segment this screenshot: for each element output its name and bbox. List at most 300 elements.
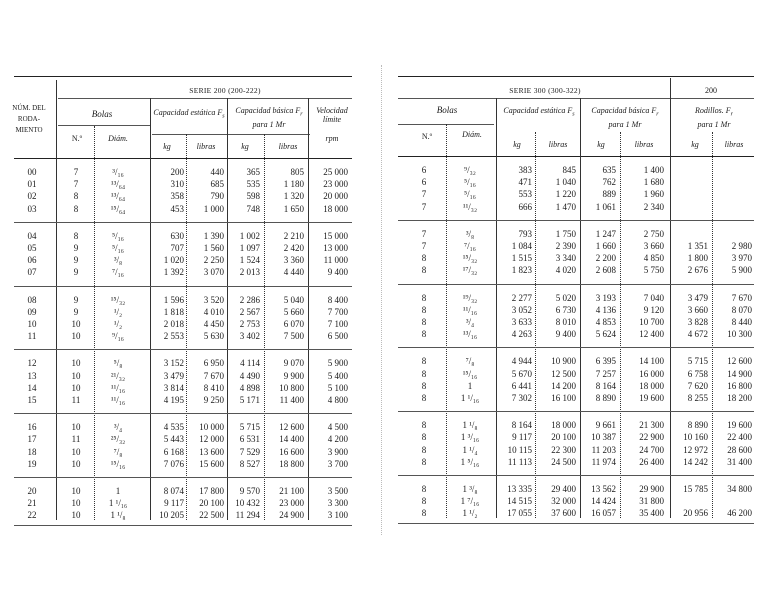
static-capacity-kg: 2 018	[163, 319, 184, 329]
roller-capacity-kg: 14 242	[683, 456, 708, 467]
basic-capacity-lb: 5 660	[283, 306, 304, 317]
static-capacity-kg: 630	[170, 230, 184, 241]
static-capacity-kg: 1 084	[511, 241, 532, 251]
left-n-header: N.º	[71, 134, 83, 143]
static-capacity-kg: 3 052	[511, 304, 532, 315]
speed-limit: 11 000	[323, 255, 348, 266]
bearing-number: 19	[27, 458, 37, 469]
ball-count: 9	[73, 255, 79, 266]
basic-capacity-lb: 16 600	[279, 446, 304, 457]
static-capacity-kg: 3 814	[163, 382, 184, 393]
basic-capacity-lb: 22 900	[639, 432, 664, 443]
static-capacity-lb: 12 500	[551, 368, 576, 379]
roller-capacity-lb: 31 400	[727, 456, 752, 467]
ball-diameter: ⁵/₁₆	[112, 230, 124, 241]
basic-capacity-kg: 8 890	[595, 393, 616, 403]
static-capacity-lb: 10 000	[199, 422, 224, 433]
basic-capacity-kg: 6 395	[595, 356, 616, 367]
ball-diameter: ¹⁵/₃₂	[462, 253, 478, 264]
group-divider	[398, 475, 754, 476]
ball-diameter: ³/₁₆	[112, 167, 124, 177]
static-capacity-lb: 17 800	[199, 486, 224, 496]
basic-capacity-lb: 5 040	[283, 294, 304, 305]
static-capacity-kg: 6 168	[163, 446, 184, 457]
bearing-number: 00	[27, 167, 37, 177]
ball-diameter: ⁵/₁₆	[112, 243, 124, 253]
bearing-number: 01	[27, 179, 37, 190]
basic-capacity-lb: 24 900	[279, 510, 304, 521]
basic-capacity-kg: 9 661	[595, 420, 616, 431]
basic-capacity-kg: 7 529	[239, 446, 260, 457]
static-capacity-kg: 14 515	[507, 496, 532, 507]
basic-capacity-kg: 635	[602, 165, 616, 175]
basic-capacity-kg: 8 164	[595, 380, 616, 391]
static-capacity-lb: 2 250	[203, 255, 224, 266]
basic-capacity-lb: 5 750	[643, 265, 664, 276]
ball-count: 8	[421, 329, 427, 340]
roller-capacity-lb: 7 670	[731, 292, 752, 303]
basic-capacity-lb: 1 960	[643, 189, 664, 200]
static-capacity-lb: 1 390	[203, 230, 224, 241]
group-divider	[398, 523, 754, 524]
static-capacity-lb: 18 000	[551, 420, 576, 431]
ball-count: 8	[421, 265, 427, 276]
basic-capacity-kg: 4 853	[595, 317, 616, 327]
basic-capacity-lb: 2 340	[643, 201, 664, 212]
right-kg-header-1: kg	[513, 140, 521, 149]
static-capacity-lb: 12 000	[199, 434, 224, 445]
roller-capacity-kg: 1 800	[687, 253, 708, 264]
basic-capacity-kg: 1 660	[595, 241, 616, 251]
basic-capacity-lb: 11 400	[279, 395, 304, 405]
basic-capacity-kg: 2 753	[239, 319, 260, 329]
static-capacity-lb: 20 100	[199, 498, 224, 509]
ball-diameter: ¹⁵/₁₆	[110, 458, 126, 469]
group-divider	[398, 220, 754, 221]
basic-capacity-kg: 2 567	[239, 306, 260, 317]
bearing-number: 07	[27, 267, 37, 278]
static-capacity-lb: 6 950	[203, 358, 224, 369]
ball-count: 8	[73, 230, 79, 241]
ball-diameter: ¹¹/₃₂	[462, 201, 478, 212]
roller-capacity-kg: 3 660	[687, 304, 708, 315]
speed-limit: 4 800	[327, 395, 348, 405]
bearing-number: 18	[27, 446, 37, 457]
basic-capacity-kg: 3 193	[595, 292, 616, 303]
ball-count: 7	[421, 228, 427, 239]
ball-diameter: 1 ¹/₂	[462, 508, 478, 519]
group-divider	[14, 525, 352, 526]
ball-diameter: ⁷/₁₆	[112, 267, 124, 278]
ball-diameter: 1	[467, 380, 473, 391]
basic-capacity-lb: 9 070	[283, 358, 304, 369]
static-capacity-kg: 453	[170, 203, 184, 214]
right-bolas-header: Bolas	[436, 105, 458, 115]
basic-capacity-kg: 5 171	[239, 395, 260, 405]
basic-capacity-kg: 16 057	[591, 508, 616, 519]
static-capacity-kg: 1 515	[511, 253, 532, 264]
static-capacity-kg: 6 441	[511, 380, 532, 391]
group-divider	[14, 349, 352, 350]
ball-count: 11	[71, 434, 81, 445]
static-capacity-kg: 10 205	[159, 510, 184, 521]
static-capacity-kg: 4 263	[511, 329, 532, 340]
page-gutter	[381, 65, 382, 535]
ball-count: 9	[73, 243, 79, 253]
ball-diameter: ³/₈	[113, 255, 123, 266]
ball-count: 9	[73, 306, 79, 317]
bearing-number: 02	[27, 191, 37, 202]
bearing-number: 22	[27, 510, 37, 521]
static-capacity-kg: 9 117	[164, 498, 184, 509]
static-capacity-lb: 790	[210, 191, 224, 202]
static-capacity-lb: 5 630	[203, 331, 224, 342]
static-capacity-lb: 3 070	[203, 267, 224, 278]
speed-limit: 5 400	[327, 370, 348, 381]
speed-limit: 18 000	[323, 203, 348, 214]
ball-diameter: 1 ³/₁₆	[460, 432, 480, 443]
static-capacity-lb: 13 600	[199, 446, 224, 457]
static-capacity-lb: 3 520	[203, 294, 224, 305]
static-capacity-kg: 553	[518, 189, 532, 200]
static-capacity-kg: 3 479	[163, 370, 184, 381]
group-divider	[398, 347, 754, 348]
basic-capacity-lb: 1 650	[283, 203, 304, 214]
bearing-number: 04	[27, 230, 37, 241]
ball-diameter: ³/₄	[465, 317, 475, 327]
right-cap-est-header: Capacidad estática $F_s$	[503, 106, 575, 118]
static-capacity-lb: 4 450	[203, 319, 224, 329]
right-cap-bas-header: Capacidad básica $F_r$ para 1 Mr	[591, 106, 659, 129]
static-capacity-kg: 793	[518, 228, 532, 239]
ball-diameter: ⁵/₁₆	[464, 177, 476, 188]
static-capacity-kg: 358	[170, 191, 184, 202]
basic-capacity-lb: 4 440	[283, 267, 304, 278]
static-capacity-lb: 845	[562, 165, 576, 175]
speed-limit: 4 500	[327, 422, 348, 433]
basic-capacity-kg: 365	[246, 167, 260, 177]
basic-capacity-kg: 13 562	[591, 484, 616, 494]
static-capacity-kg: 2 277	[511, 292, 532, 303]
basic-capacity-lb: 2 420	[283, 243, 304, 253]
basic-capacity-lb: 21 300	[639, 420, 664, 431]
basic-capacity-lb: 12 400	[639, 329, 664, 340]
ball-count: 10	[71, 486, 81, 496]
static-capacity-kg: 1 818	[163, 306, 184, 317]
static-capacity-lb: 8 410	[203, 382, 224, 393]
left-cap-bas-header: Capacidad básica $F_r$ para 1 Mr	[235, 106, 303, 129]
roller-capacity-kg: 2 676	[687, 265, 708, 276]
ball-diameter: ⁵/₁₆	[464, 189, 476, 200]
right-kg-header-2: kg	[597, 140, 605, 149]
static-capacity-kg: 17 055	[507, 508, 532, 519]
static-capacity-lb: 440	[210, 167, 224, 177]
ball-diameter: ⁹/₁₆	[112, 331, 124, 342]
static-capacity-lb: 685	[210, 179, 224, 190]
group-divider	[398, 284, 754, 285]
static-capacity-kg: 7 076	[163, 458, 184, 469]
static-capacity-lb: 15 600	[199, 458, 224, 469]
ball-diameter: ⁷/₈	[465, 356, 475, 367]
ball-diameter: ⁵/₈	[113, 358, 123, 369]
basic-capacity-kg: 4 136	[595, 304, 616, 315]
speed-limit: 3 900	[327, 446, 348, 457]
basic-capacity-kg: 598	[246, 191, 260, 202]
right-series2-title: 200	[705, 86, 717, 95]
ball-diameter: 1 ⁵/₁₆	[460, 456, 480, 467]
static-capacity-kg: 5 443	[163, 434, 184, 445]
group-divider	[14, 413, 352, 414]
bearing-number: 14	[27, 382, 37, 393]
speed-limit: 8 400	[327, 294, 348, 305]
basic-capacity-kg: 889	[602, 189, 616, 200]
basic-capacity-lb: 10 700	[639, 317, 664, 327]
roller-capacity-kg: 8 255	[687, 393, 708, 403]
roller-capacity-lb: 10 300	[727, 329, 752, 340]
static-capacity-lb: 24 500	[551, 456, 576, 467]
ball-count: 8	[421, 508, 427, 519]
left-series-title: SERIE 200 (200-222)	[189, 86, 261, 95]
roller-capacity-kg: 1 351	[687, 241, 708, 251]
basic-capacity-lb: 2 210	[283, 230, 304, 241]
ball-diameter: ⁹/₃₂	[464, 165, 476, 175]
static-capacity-lb: 2 390	[555, 241, 576, 251]
static-capacity-lb: 20 100	[551, 432, 576, 443]
roller-capacity-kg: 4 672	[687, 329, 708, 340]
static-capacity-kg: 13 335	[507, 484, 532, 494]
ball-diameter: ¹³/₆₄	[110, 191, 126, 202]
bearing-number: 05	[27, 243, 37, 253]
ball-count: 8	[421, 420, 427, 431]
ball-diameter: ¹³/₁₆	[462, 329, 478, 340]
static-capacity-kg: 707	[170, 243, 184, 253]
group-divider	[14, 222, 352, 223]
ball-diameter: 1 ³/₈	[462, 484, 478, 494]
static-capacity-kg: 471	[518, 177, 532, 188]
ball-diameter: ¹¹/₁₆	[110, 382, 126, 393]
group-divider	[14, 477, 352, 478]
ball-count: 8	[421, 432, 427, 443]
ball-count: 6	[421, 177, 427, 188]
ball-diameter: ²⁵/₃₂	[110, 434, 126, 445]
basic-capacity-lb: 14 100	[639, 356, 664, 367]
speed-limit: 15 000	[323, 230, 348, 241]
basic-capacity-lb: 805	[290, 167, 304, 177]
left-col-num-header: NÚM. DEL RODA-MIENTO	[12, 104, 46, 134]
ball-count: 9	[73, 294, 79, 305]
bearing-number: 21	[27, 498, 37, 509]
static-capacity-kg: 3 152	[163, 358, 184, 369]
right-series-title: SERIE 300 (300-322)	[509, 86, 581, 95]
static-capacity-kg: 1 596	[163, 294, 184, 305]
left-bolas-header: Bolas	[91, 109, 113, 119]
ball-count: 10	[71, 422, 81, 433]
right-lb-header-3: libras	[724, 140, 744, 149]
basic-capacity-lb: 16 000	[639, 368, 664, 379]
ball-diameter: ¹⁹/₃₂	[462, 292, 478, 303]
speed-limit: 5 900	[327, 358, 348, 369]
roller-capacity-lb: 12 600	[727, 356, 752, 367]
basic-capacity-kg: 1 097	[239, 243, 260, 253]
ball-count: 9	[73, 267, 79, 278]
basic-capacity-lb: 1 180	[283, 179, 304, 190]
left-rpm-header: rpm	[325, 134, 339, 143]
ball-count: 8	[421, 317, 427, 327]
ball-diameter: ¹/₂	[113, 319, 123, 329]
basic-capacity-kg: 762	[602, 177, 616, 188]
speed-limit: 9 400	[327, 267, 348, 278]
ball-diameter: ¹¹/₁₆	[110, 395, 126, 405]
static-capacity-lb: 3 340	[555, 253, 576, 264]
bearing-number: 09	[27, 306, 37, 317]
ball-count: 10	[71, 358, 81, 369]
right-n-header: N.º	[421, 132, 433, 141]
basic-capacity-kg: 11 203	[591, 444, 616, 455]
speed-limit: 3 300	[327, 498, 348, 509]
static-capacity-kg: 1 823	[511, 265, 532, 276]
speed-limit: 3 100	[327, 510, 348, 521]
ball-diameter: 1 ¹/₄	[462, 444, 478, 455]
ball-count: 8	[421, 292, 427, 303]
basic-capacity-kg: 9 570	[239, 486, 260, 496]
speed-limit: 6 500	[327, 331, 348, 342]
basic-capacity-lb: 18 800	[279, 458, 304, 469]
static-capacity-lb: 9 400	[555, 329, 576, 340]
speed-limit: 23 000	[323, 179, 348, 190]
bearing-number: 10	[27, 319, 37, 329]
ball-count: 8	[421, 356, 427, 367]
ball-count: 11	[71, 395, 81, 405]
static-capacity-lb: 5 020	[555, 292, 576, 303]
static-capacity-kg: 10 115	[507, 444, 532, 455]
basic-capacity-lb: 1 400	[643, 165, 664, 175]
static-capacity-kg: 7 302	[511, 393, 532, 403]
roller-capacity-lb: 5 900	[731, 265, 752, 276]
ball-count: 8	[421, 444, 427, 455]
basic-capacity-kg: 11 294	[235, 510, 260, 521]
ball-count: 8	[421, 368, 427, 379]
ball-count: 10	[71, 510, 81, 521]
left-lb-header-1: libras	[196, 142, 216, 151]
static-capacity-lb: 29 400	[551, 484, 576, 494]
basic-capacity-lb: 26 400	[639, 456, 664, 467]
roller-capacity-lb: 16 800	[727, 380, 752, 391]
ball-diameter: ⁷/₈	[113, 446, 123, 457]
static-capacity-lb: 7 670	[203, 370, 224, 381]
roller-capacity-kg: 5 715	[687, 356, 708, 367]
ball-diameter: ²¹/₃₂	[110, 370, 126, 381]
static-capacity-lb: 6 730	[555, 304, 576, 315]
basic-capacity-kg: 4 490	[239, 370, 260, 381]
roller-capacity-kg: 15 785	[683, 484, 708, 494]
speed-limit: 7 700	[327, 306, 348, 317]
static-capacity-lb: 1 560	[203, 243, 224, 253]
roller-capacity-kg: 7 620	[687, 380, 708, 391]
static-capacity-kg: 8 074	[163, 486, 184, 496]
ball-count: 8	[421, 496, 427, 507]
basic-capacity-lb: 21 100	[279, 486, 304, 496]
static-capacity-lb: 14 200	[551, 380, 576, 391]
bearing-number: 17	[27, 434, 37, 445]
basic-capacity-lb: 14 400	[279, 434, 304, 445]
static-capacity-lb: 22 500	[199, 510, 224, 521]
speed-limit: 25 000	[323, 167, 348, 177]
roller-capacity-kg: 3 479	[687, 292, 708, 303]
bearing-number: 16	[27, 422, 37, 433]
ball-diameter: ¹³/₆₄	[110, 179, 126, 190]
ball-count: 10	[71, 370, 81, 381]
ball-diameter: ¹¹/₁₆	[462, 304, 478, 315]
basic-capacity-kg: 2 286	[239, 294, 260, 305]
ball-count: 8	[73, 191, 79, 202]
basic-capacity-lb: 7 040	[643, 292, 664, 303]
left-kg-header-2: kg	[241, 142, 249, 151]
basic-capacity-kg: 7 257	[595, 368, 616, 379]
ball-count: 8	[421, 484, 427, 494]
ball-count: 10	[71, 458, 81, 469]
basic-capacity-kg: 14 424	[591, 496, 616, 507]
roller-capacity-lb: 8 070	[731, 304, 752, 315]
bearing-number: 08	[27, 294, 37, 305]
basic-capacity-kg: 748	[246, 203, 260, 214]
ball-diameter: ³/₄	[113, 422, 123, 433]
basic-capacity-lb: 29 900	[639, 484, 664, 494]
basic-capacity-kg: 535	[246, 179, 260, 190]
static-capacity-lb: 16 100	[551, 393, 576, 403]
roller-capacity-lb: 19 600	[727, 420, 752, 431]
ball-count: 7	[421, 201, 427, 212]
basic-capacity-kg: 2 200	[595, 253, 616, 264]
roller-capacity-lb: 22 400	[727, 432, 752, 443]
basic-capacity-kg: 6 531	[239, 434, 260, 445]
roller-capacity-kg: 8 890	[687, 420, 708, 431]
speed-limit: 7 100	[327, 319, 348, 329]
basic-capacity-kg: 11 974	[591, 456, 616, 467]
ball-count: 10	[71, 331, 81, 342]
left-lb-header-2: libras	[278, 142, 298, 151]
left-diam-header: Diám.	[108, 134, 128, 143]
roller-capacity-lb: 18 200	[727, 393, 752, 403]
ball-diameter: ¹⁷/₃₂	[462, 265, 478, 276]
right-diam-header: Diám.	[462, 130, 482, 139]
speed-limit: 5 100	[327, 382, 348, 393]
ball-diameter: ¹⁵/₆₄	[110, 203, 126, 214]
static-capacity-lb: 32 000	[551, 496, 576, 507]
static-capacity-kg: 1 020	[163, 255, 184, 266]
basic-capacity-lb: 7 500	[283, 331, 304, 342]
speed-limit: 4 200	[327, 434, 348, 445]
bearing-number: 13	[27, 370, 37, 381]
basic-capacity-lb: 9 900	[283, 370, 304, 381]
ball-count: 10	[71, 382, 81, 393]
basic-capacity-lb: 1 320	[283, 191, 304, 202]
speed-limit: 3 500	[327, 486, 348, 496]
static-capacity-lb: 1 040	[555, 177, 576, 188]
ball-diameter: ¹/₂	[113, 306, 123, 317]
ball-count: 8	[421, 393, 427, 403]
right-lb-header-2: libras	[634, 140, 654, 149]
static-capacity-kg: 4 535	[163, 422, 184, 433]
speed-limit: 13 000	[323, 243, 348, 253]
static-capacity-lb: 4 010	[203, 306, 224, 317]
speed-limit: 20 000	[323, 191, 348, 202]
basic-capacity-kg: 8 527	[239, 458, 260, 469]
bearing-number: 11	[27, 331, 37, 342]
ball-diameter: 1 ¹/₁₆	[108, 498, 128, 509]
basic-capacity-lb: 3 660	[643, 241, 664, 251]
basic-capacity-lb: 12 600	[279, 422, 304, 433]
basic-capacity-lb: 19 600	[639, 393, 664, 403]
